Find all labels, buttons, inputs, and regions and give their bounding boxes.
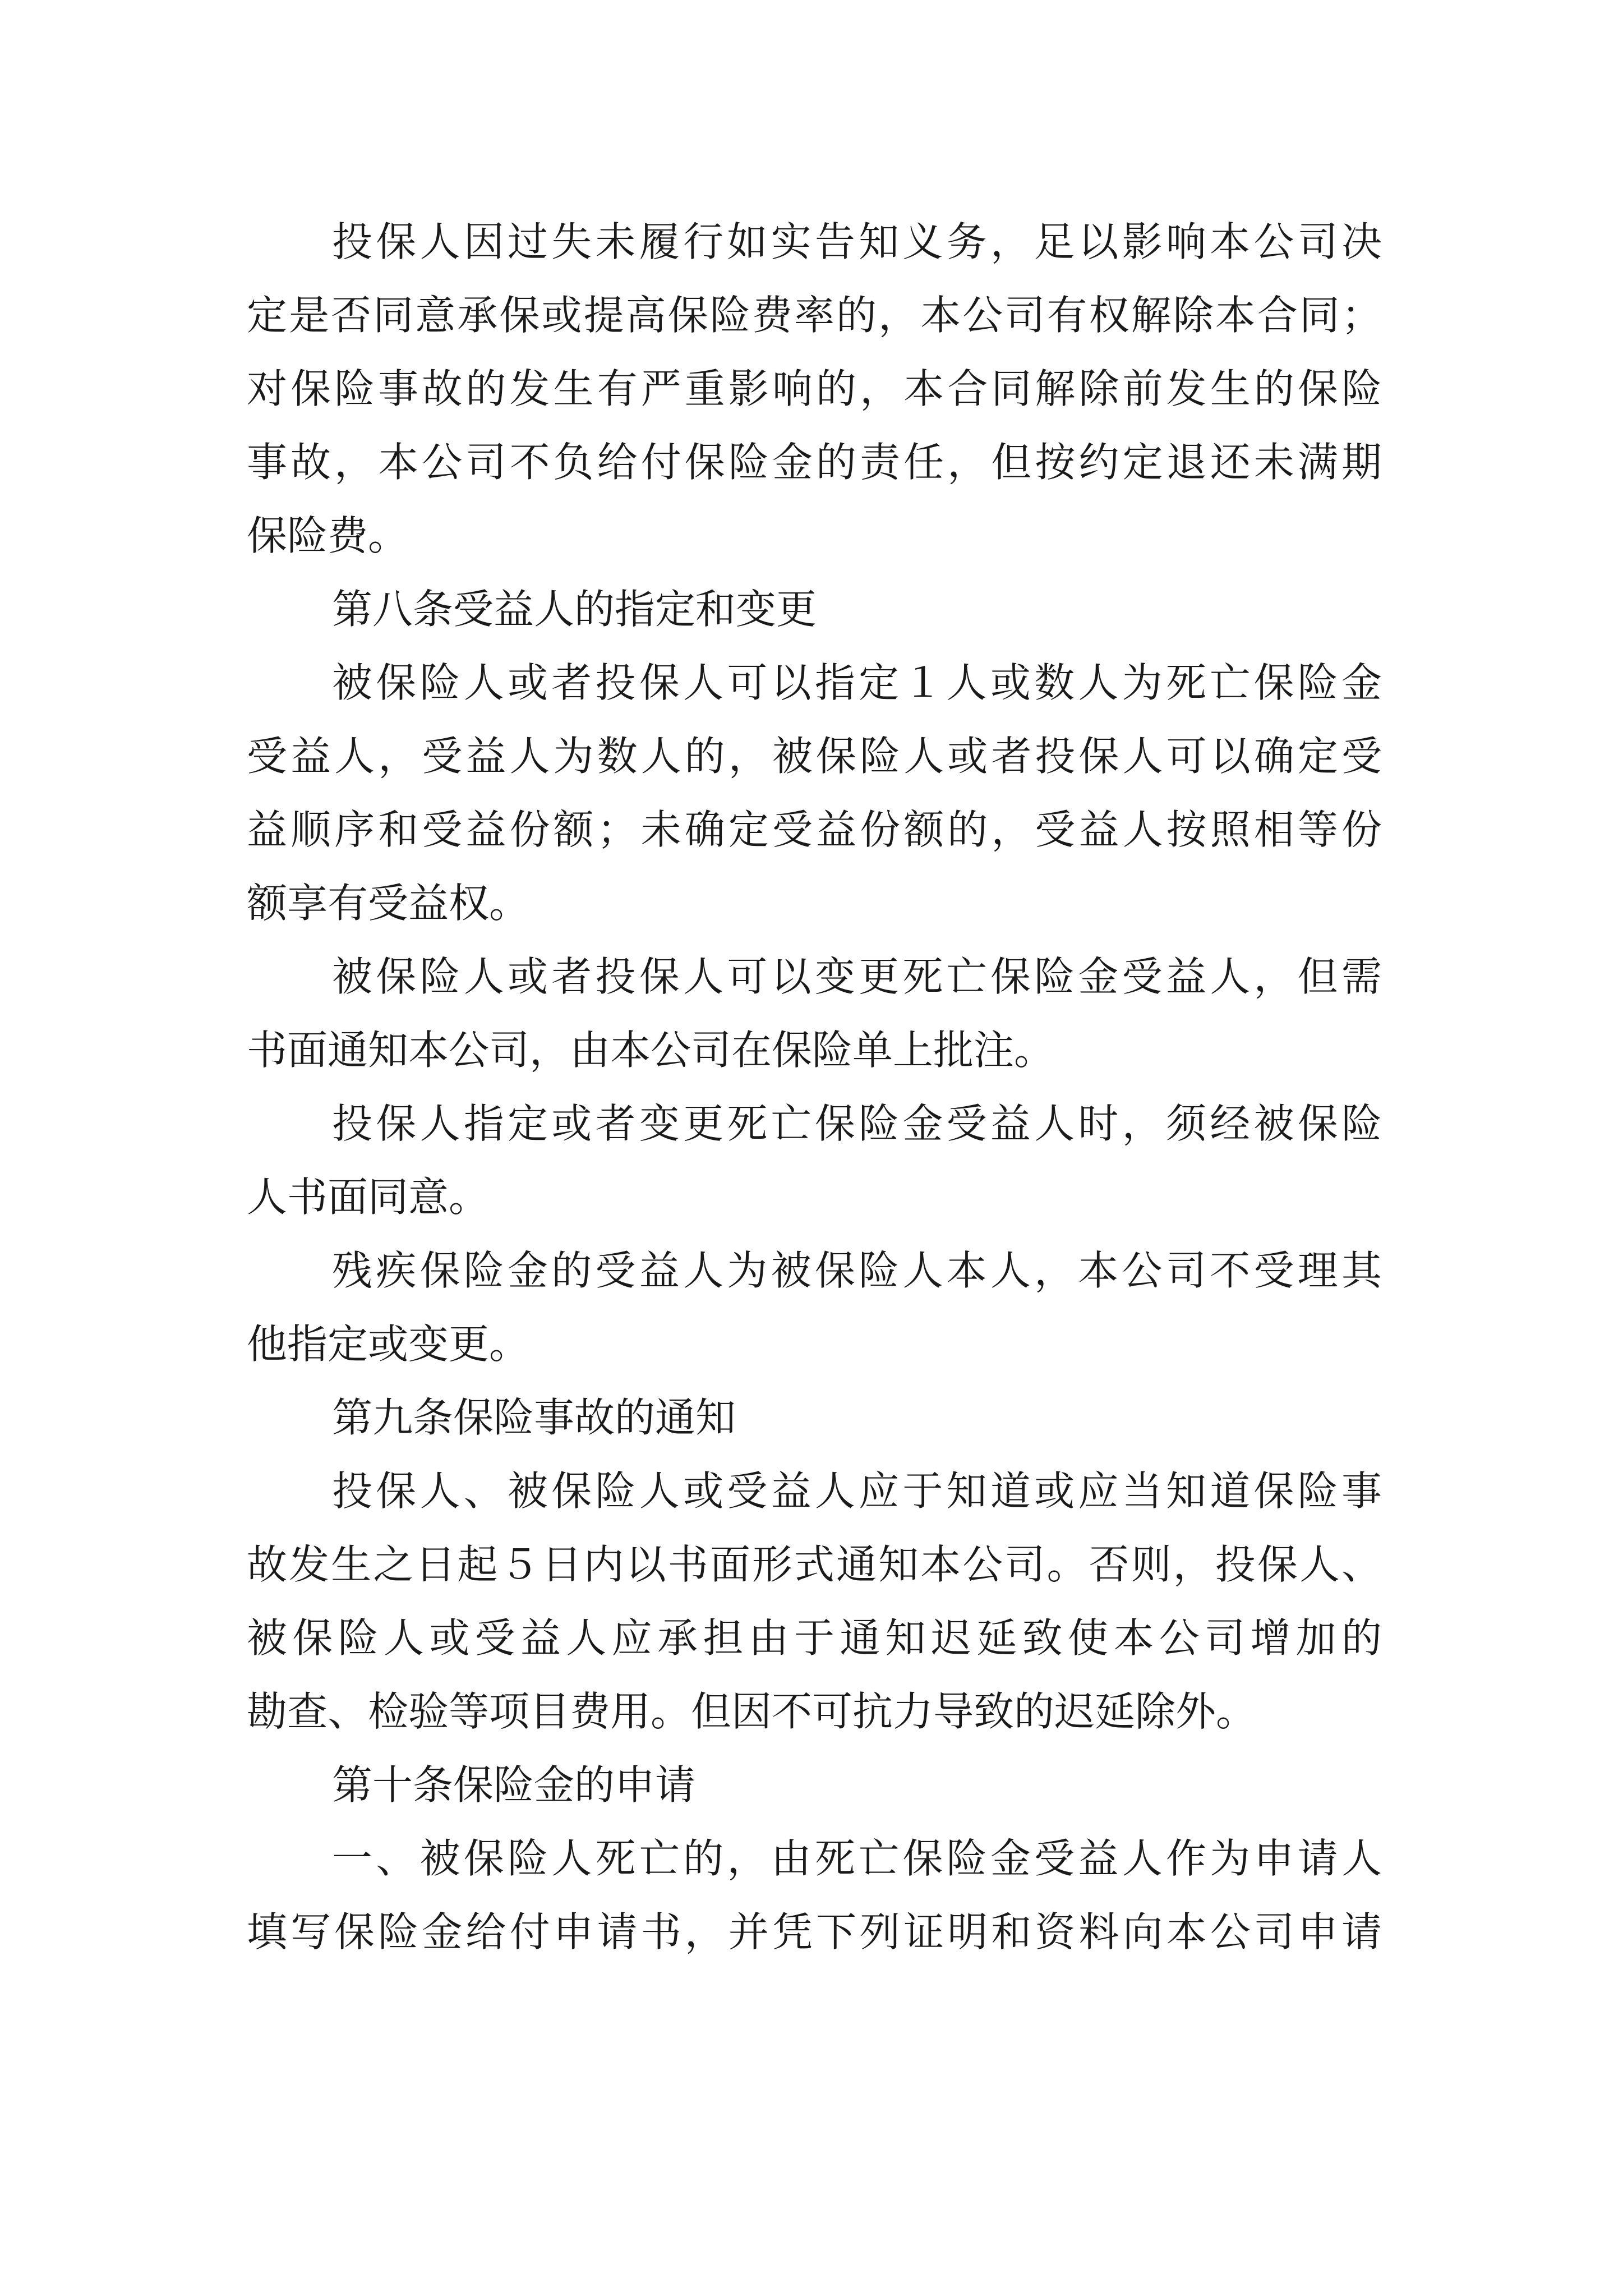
paragraph-line: 被保险人或受益人应承担由于通知迟延致使本公司增加的 — [247, 1614, 1382, 1662]
section-heading: 第九条保险事故的通知 — [332, 1394, 736, 1441]
paragraph-line: 人书面同意。 — [247, 1174, 490, 1221]
paragraph-line: 残疾保险金的受益人为被保险人本人，本公司不受理其 — [332, 1247, 1382, 1294]
paragraph-line: 他指定或变更。 — [247, 1320, 530, 1368]
section-heading: 第十条保险金的申请 — [332, 1761, 696, 1809]
paragraph-line: 勘查、检验等项目费用。但因不可抗力导致的迟延除外。 — [247, 1688, 1257, 1735]
paragraph-line: 书面通知本公司，由本公司在保险单上批注。 — [247, 1027, 1055, 1074]
paragraph-line: 投保人指定或者变更死亡保险金受益人时，须经被保险 — [332, 1100, 1382, 1147]
paragraph-line: 对保险事故的发生有严重影响的，本合同解除前发生的保险 — [247, 365, 1382, 412]
paragraph-line: 填写保险金给付申请书，并凭下列证明和资料向本公司申请 — [247, 1908, 1382, 1955]
paragraph-line: 一、被保险人死亡的，由死亡保险金受益人作为申请人 — [332, 1835, 1382, 1882]
paragraph-line: 故发生之日起５日内以书面形式通知本公司。否则，投保人、 — [247, 1541, 1382, 1588]
document-body — [247, 205, 1382, 1969]
paragraph-line: 保险费。 — [247, 512, 409, 559]
section-heading: 第八条受益人的指定和变更 — [332, 586, 817, 633]
paragraph-line: 定是否同意承保或提高保险费率的，本公司有权解除本合同； — [247, 292, 1382, 339]
paragraph-line: 事故，本公司不负给付保险金的责任，但按约定退还未满期 — [247, 439, 1382, 486]
paragraph-line: 被保险人或者投保人可以指定１人或数人为死亡保险金 — [332, 659, 1382, 706]
paragraph-line: 投保人因过失未履行如实告知义务，足以影响本公司决 — [332, 218, 1382, 265]
paragraph-line: 额享有受益权。 — [247, 880, 530, 927]
paragraph-line: 被保险人或者投保人可以变更死亡保险金受益人，但需 — [332, 953, 1382, 1000]
paragraph-line: 受益人，受益人为数人的，被保险人或者投保人可以确定受 — [247, 733, 1382, 780]
paragraph-line: 益顺序和受益份额；未确定受益份额的，受益人按照相等份 — [247, 806, 1382, 853]
paragraph-line: 投保人、被保险人或受益人应于知道或应当知道保险事 — [332, 1467, 1382, 1515]
